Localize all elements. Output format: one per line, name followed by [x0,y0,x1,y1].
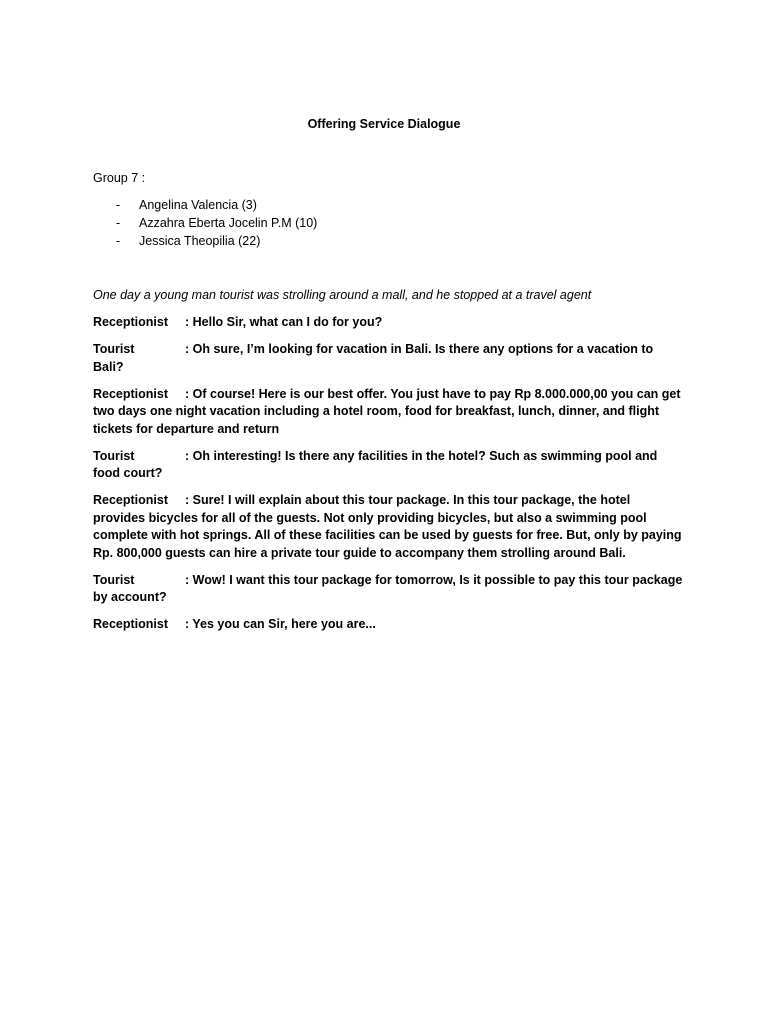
member-item [116,214,317,232]
dialogue-line [93,492,683,562]
member-item [116,196,317,214]
speaker-name: Receptionist [93,315,169,329]
intro-narration: One day a young man tourist was strolling around a mall, and he stopped at a travel agent [93,288,592,302]
speech-text: : Of course! Here is our best offer. You just have to pay Rp 8.000.000,00 you can get two days one night vacation including a hotel room, food for breakfast, lunch, dinner, and flight tickets for departure and return [93,386,681,436]
dialogue-line [93,386,683,439]
speech-text: : Wow! I want this tour package for tomorrow, Is it possible to pay this tour package by account? [93,572,683,604]
bullet-dash: - [116,216,121,230]
speaker-name: Receptionist [93,617,169,631]
dialogue-line [93,572,683,607]
speaker-name: Tourist [93,448,135,463]
member-item [116,232,317,250]
member-name: Angelina Valencia (3) [139,198,257,212]
speaker-name: Tourist [93,572,135,587]
member-list [116,196,317,250]
speech-text: : Sure! I will explain about this tour package. In this tour package, the hotel provides bicycles for all of the guests. Not only providing bicycles, but also a swimming pool complete with hot springs. All of these facilities can be used by guests for free. But, only by paying Rp. 800,000 guests can hire a private tour guide to accompany them strolling around Bali. [93,493,682,560]
speech-text: : Yes you can Sir, here you are... [185,617,376,631]
dialogue-line [93,616,683,634]
dialogue-line [93,314,683,332]
speech-text: : Oh sure, I’m looking for vacation in Bali. Is there any options for a vacation to Bali? [93,342,654,374]
bullet-dash: - [116,234,121,248]
group-label: Group 7 : [93,171,146,185]
document-title: Offering Service Dialogue [307,117,461,131]
member-name: Azzahra Eberta Jocelin P.M (10) [139,216,318,230]
dialogue-line [93,341,683,376]
speaker-name: Tourist [93,342,135,356]
bullet-dash: - [116,198,121,212]
speech-text: : Oh interesting! Is there any facilities in the hotel? Such as swimming pool and food court? [93,448,658,480]
speech-text: : Hello Sir, what can I do for you? [185,315,383,329]
speaker-name: Receptionist [93,493,169,507]
dialogue-line [93,448,683,483]
member-name: Jessica Theopilia (22) [139,234,261,248]
dialogue [93,314,683,643]
speaker-name: Receptionist [93,386,169,401]
